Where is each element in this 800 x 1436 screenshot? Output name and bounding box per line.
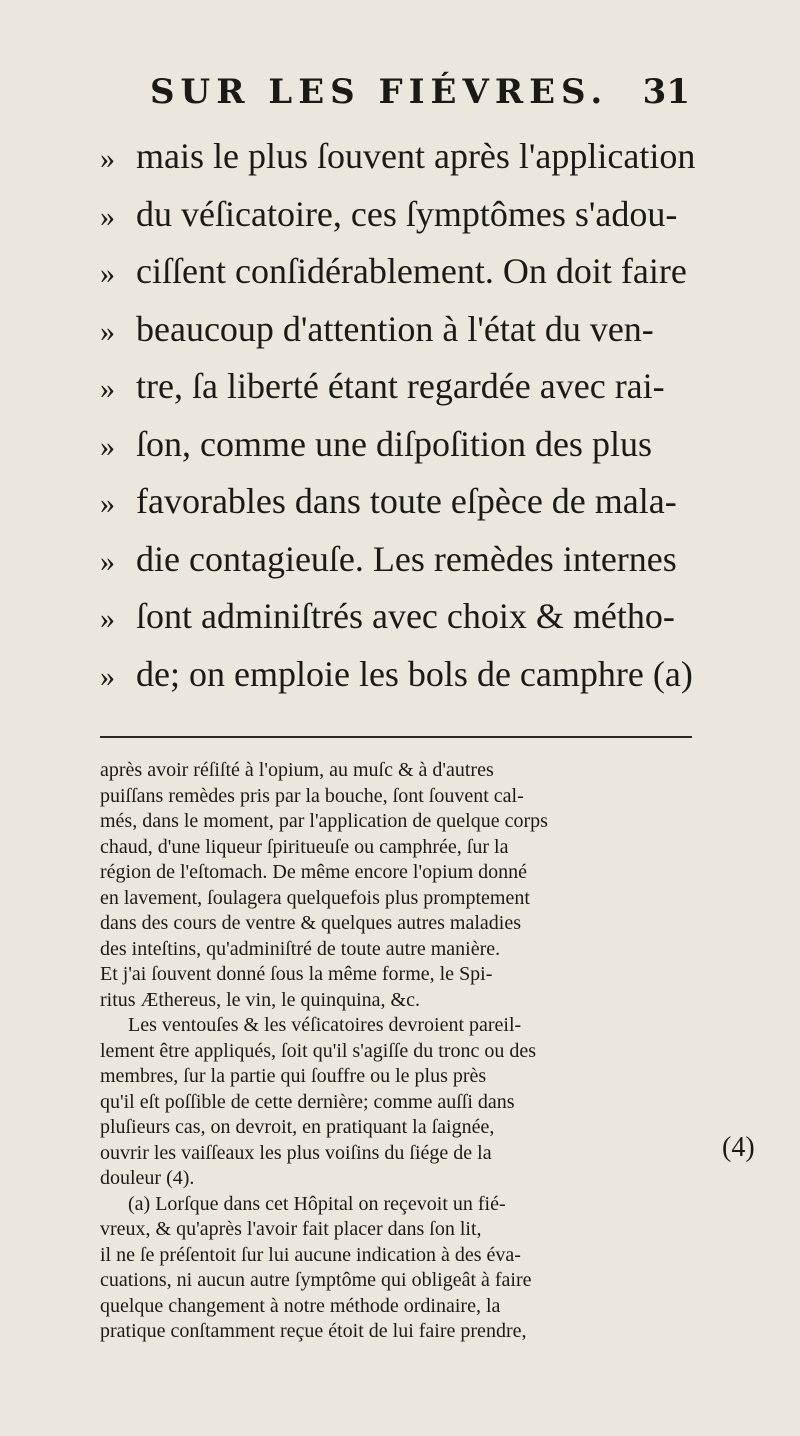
main-line-text: die contagieuſe. Les remèdes internes xyxy=(136,538,677,579)
main-line xyxy=(100,243,690,301)
footnote-line: ritus Æthereus, le vin, le quinquina, &c. xyxy=(100,988,420,1011)
footnote-line: dans des cours de ventre & quelques autres maladies xyxy=(100,912,521,934)
footnote-line: il ne ſe préſentoit ſur lui aucune indication à des éva- xyxy=(100,1243,521,1266)
footnote-line: puiſſans remèdes pris par la bouche, ſont ſouvent cal- xyxy=(100,784,524,807)
footnote-line: après avoir réſiſté à l'opium, au muſc & à d'autres xyxy=(100,759,494,781)
footnote-line: des inteſtins, qu'adminiſtré de toute autre manière. xyxy=(100,937,501,960)
main-line-text: du véſicatoire, ces ſymptômes s'adou- xyxy=(136,193,678,234)
footnote-line: cuations, ni aucun autre ſymptôme qui obligeât à faire xyxy=(100,1269,532,1291)
page-number: 31 xyxy=(642,72,690,112)
quote-mark: » xyxy=(100,314,115,348)
footnote-line: qu'il eſt poſſible de cette dernière; comme auſſi dans xyxy=(100,1090,515,1113)
footnote-line: lement être appliqués, ſoit qu'il s'agiſſe du tronc ou des xyxy=(100,1039,536,1062)
main-line-text: ciſſent conſidérablement. On doit faire xyxy=(136,251,687,291)
quote-mark: » xyxy=(100,372,115,405)
quote-mark: » xyxy=(100,257,115,290)
main-line xyxy=(100,128,696,186)
footnote-line: més, dans le moment, par l'application de quelque corps xyxy=(100,810,548,832)
footnote-line: membres, ſur la partie qui ſouffre ou le plus près xyxy=(100,1065,487,1087)
quote-mark: » xyxy=(100,487,115,520)
footnote-separator xyxy=(100,736,692,738)
footnote-line: douleur (4). xyxy=(100,1167,195,1189)
quote-mark: » xyxy=(100,199,115,233)
footnote-line: Et j'ai ſouvent donné ſous la même forme, le Spi- xyxy=(100,963,493,985)
main-line xyxy=(100,531,690,589)
footnote-line: en lavement, ſoulagera quelquefois plus promptement xyxy=(100,886,530,909)
footnote-line: région de l'eſtomach. De même encore l'opium donné xyxy=(100,861,528,883)
footnote-line: Les ventouſes & les véſicatoires devroient pareil- xyxy=(128,1014,522,1036)
footnote-line: quelque changement à notre méthode ordinaire, la xyxy=(100,1294,501,1317)
main-line xyxy=(100,416,690,474)
main-line xyxy=(100,588,690,646)
main-line xyxy=(100,301,690,359)
footnote-line: vreux, & qu'après l'avoir fait placer dans ſon lit, xyxy=(100,1218,482,1240)
main-line-text: tre, ſa liberté étant regardée avec rai- xyxy=(136,366,665,406)
main-line xyxy=(100,473,690,531)
main-line-text: ſon, comme une diſpoſition des plus xyxy=(136,423,652,464)
header-title: SUR LES FIÉVRES. xyxy=(150,72,609,112)
main-line xyxy=(100,358,690,416)
footnote-line: (a) Lorſque dans cet Hôpital on reçevoit un fié- xyxy=(128,1192,506,1215)
main-line-text: ſont adminiſtrés avec choix & métho- xyxy=(136,596,675,636)
main-line-text: beaucoup d'attention à l'état du ven- xyxy=(136,308,654,349)
quote-mark: » xyxy=(100,659,115,693)
footnote-line: pratique conſtamment reçue étoit de lui faire prendre, xyxy=(100,1320,527,1342)
footnote-line: ouvrir les vaiſſeaux les plus voiſins du ſiége de la xyxy=(100,1141,492,1164)
footnote-text xyxy=(100,758,690,1345)
main-line xyxy=(100,646,693,704)
quote-mark: » xyxy=(100,142,115,175)
quote-mark: » xyxy=(100,602,115,635)
quote-mark: » xyxy=(100,544,115,578)
quote-mark: » xyxy=(100,429,115,463)
main-text xyxy=(100,128,696,703)
main-line-text: mais le plus ſouvent après l'application xyxy=(136,136,696,176)
main-line-text: favorables dans toute eſpèce de mala- xyxy=(136,481,677,521)
margin-note: (4) xyxy=(722,1132,755,1163)
main-line xyxy=(100,186,690,244)
footnote-line: pluſieurs cas, on devroit, en pratiquant la ſaignée, xyxy=(100,1116,495,1138)
running-header xyxy=(150,72,690,112)
footnote-line: chaud, d'une liqueur ſpiritueuſe ou camphrée, ſur la xyxy=(100,835,509,858)
main-line-text: de; on emploie les bols de camphre (a) xyxy=(136,653,693,694)
